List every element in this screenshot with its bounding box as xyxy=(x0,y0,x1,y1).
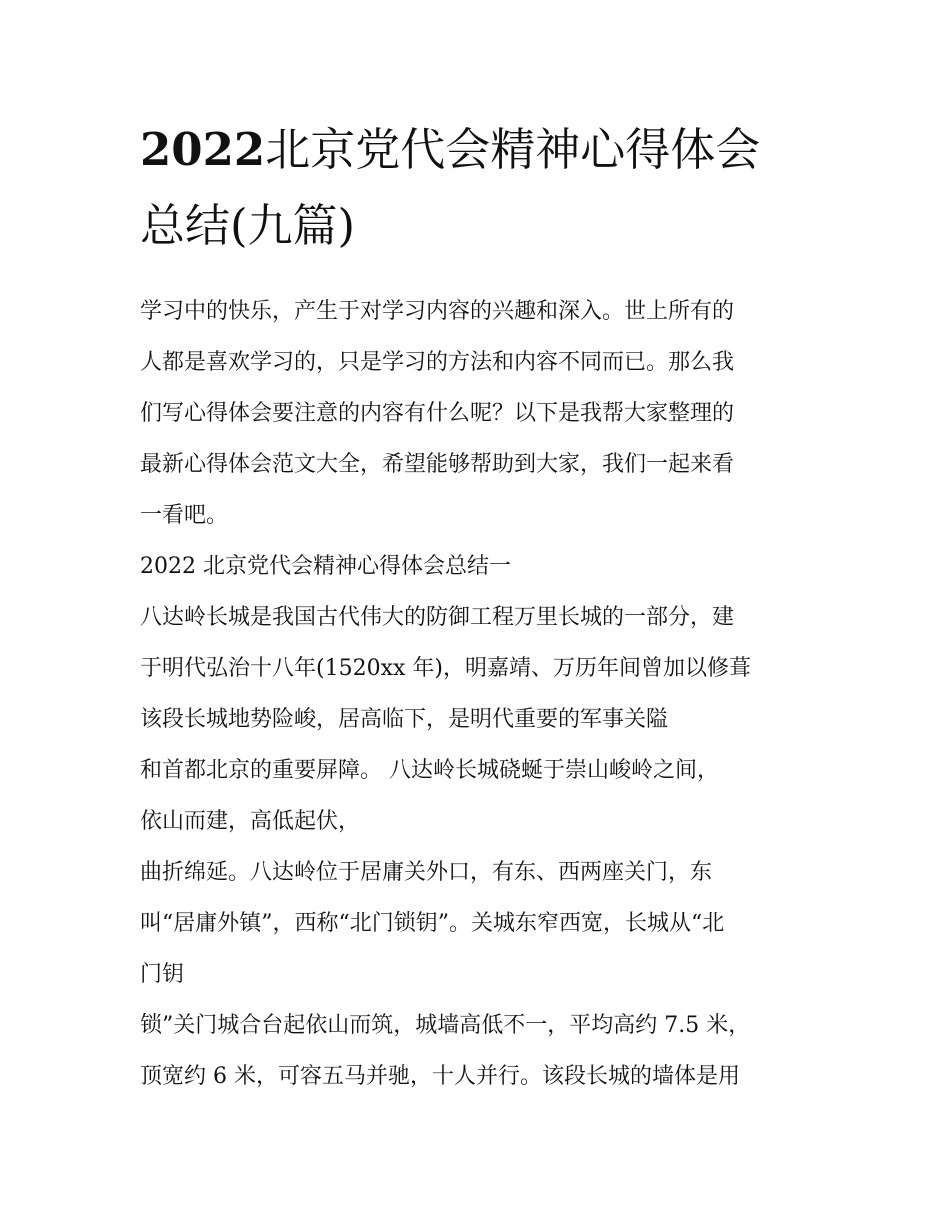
title-line-2: 总结(九篇) xyxy=(140,199,356,252)
body-line: 们写心得体会要注意的内容有什么呢？以下是我帮大家整理的 xyxy=(140,401,735,426)
title-line-1: 北京党代会精神心得体会 xyxy=(265,123,761,176)
body-line: 依山而建，高低起伏， xyxy=(140,809,361,834)
body-line: 学习中的快乐，产生于对学习内容的兴趣和深入。世上所有的 xyxy=(140,299,735,324)
body-line: 最新心得体会范文大全，希望能够帮助到大家，我们一起来看 xyxy=(140,452,735,477)
body-line: 门钥 xyxy=(140,962,185,987)
document-title xyxy=(140,112,820,264)
body-line: 于明代弘治十八年(1520xx 年)，明嘉靖、万历年间曾加以修葺 xyxy=(140,656,751,681)
body-line: 八达岭长城是我国古代伟大的防御工程万里长城的一部分，建 xyxy=(140,605,735,630)
body-line: 人都是喜欢学习的，只是学习的方法和内容不同而已。那么我 xyxy=(140,350,735,375)
body-line: 和首都北京的重要屏障。 八达岭长城硗蜒于崇山峻岭之间， xyxy=(140,758,719,783)
body-line: 该段长城地势险峻，居高临下，是明代重要的军事关隘 xyxy=(140,707,669,732)
title-year: 2022 xyxy=(140,123,266,176)
body-line: 顶宽约 6 米，可容五马并驰，十人并行。该段长城的墙体是用 xyxy=(140,1064,740,1089)
body-line: 一看吧。 xyxy=(140,503,229,528)
body-line: 锁”关门城合台起依山而筑，城墙高低不一，平均高约 7.5 米， xyxy=(140,1013,751,1038)
body-line: 曲折绵延。八达岭位于居庸关外口，有东、西两座关门，东 xyxy=(140,860,713,885)
body-line: 叫“居庸外镇”，西称“北门锁钥”。关城东窄西宽，长城从“北 xyxy=(140,911,725,936)
document-body xyxy=(140,286,820,1102)
section-heading: 2022 北京党代会精神心得体会总结一 xyxy=(140,554,511,579)
document-page xyxy=(140,112,820,1102)
